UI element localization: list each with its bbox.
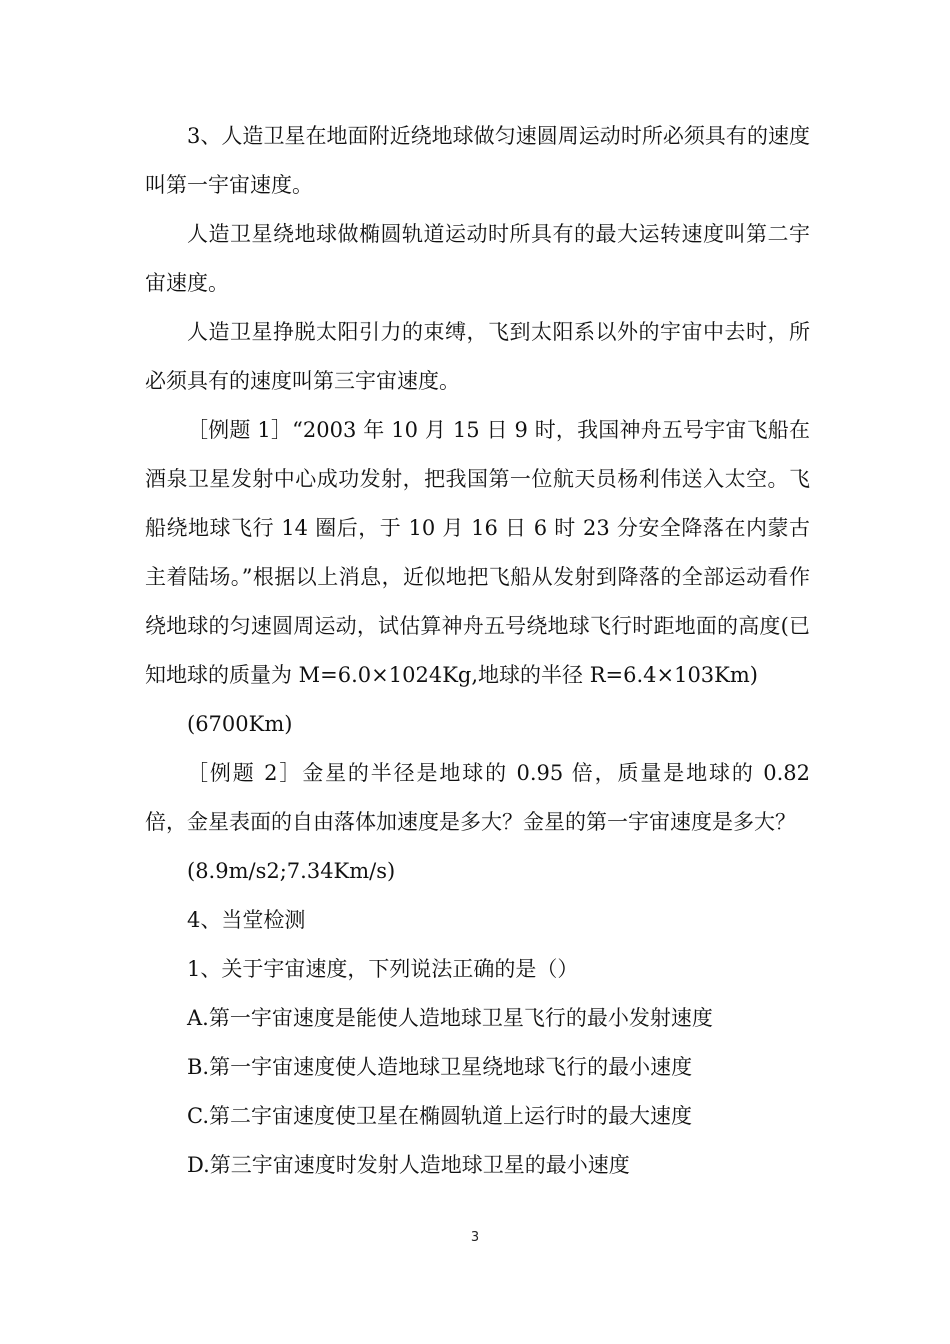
example-1-answer: (6700Km) bbox=[187, 712, 293, 736]
page-number: 3 bbox=[470, 1230, 480, 1245]
option-b: B.第一宇宙速度使人造地球卫星绕地球飞行的最小速度 bbox=[187, 1055, 693, 1079]
paragraph-second-cosmic-velocity: 人造卫星绕地球做椭圆轨道运动时所具有的最大运转速度叫第二宇宙速度。 bbox=[145, 222, 810, 295]
section-heading-class-test: 4、当堂检测 bbox=[187, 908, 306, 932]
paragraph-third-cosmic-velocity: 人造卫星挣脱太阳引力的束缚，飞到太阳系以外的宇宙中去时，所必须具有的速度叫第三宇宙速度。 bbox=[145, 320, 810, 393]
paragraph-example-1: ［例题 1］“2003 年 10 月 15 日 9 时，我国神舟五号宇宙飞船在酒泉卫星发射中心成功发射，把我国第一位航天员杨利伟送入太空。飞船绕地球飞行 14 圈后，于 10 月 16 日 6 时 23 分安全降落在内蒙古主着陆场。”根据以上消息，近似地把飞船从发射到降落的全部运动看作绕地球的匀速圆周运动，试估算神舟五号绕地球飞行时距地面的高度(已知地球的质量为 M=6.0×1024Kg,地球的半径 R=6.4×103Km) bbox=[145, 418, 810, 687]
paragraph-first-cosmic-velocity: 3、人造卫星在地面附近绕地球做匀速圆周运动时所必须具有的速度叫第一宇宙速度。 bbox=[145, 124, 810, 197]
option-a: A.第一宇宙速度是能使人造地球卫星飞行的最小发射速度 bbox=[187, 1006, 713, 1030]
paragraph-example-2: ［例题 2］金星的半径是地球的 0.95 倍，质量是地球的 0.82 倍，金星表面的自由落体加速度是多大？金星的第一宇宙速度是多大？ bbox=[145, 761, 810, 834]
option-d: D.第三宇宙速度时发射人造地球卫星的最小速度 bbox=[187, 1153, 630, 1177]
example-2-answer: (8.9m/s2;7.34Km/s) bbox=[187, 859, 396, 883]
question-1: 1、关于宇宙速度，下列说法正确的是（） bbox=[187, 957, 579, 981]
option-c: C.第二宇宙速度使卫星在椭圆轨道上运行时的最大速度 bbox=[187, 1104, 692, 1128]
